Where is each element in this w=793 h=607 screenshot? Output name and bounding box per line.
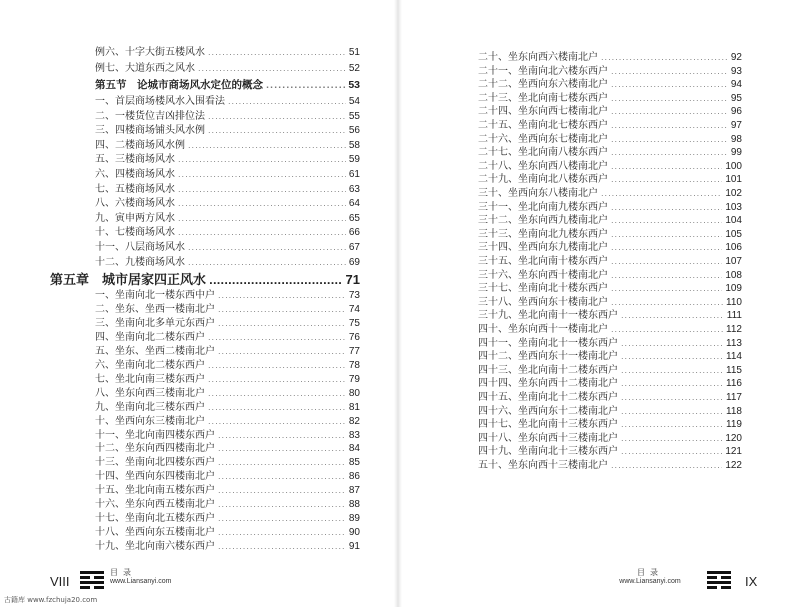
- dot-leader: [188, 139, 346, 152]
- toc-entry-title: 二十五、坐南向北七楼东西户: [478, 120, 608, 131]
- toc-entry[interactable]: [95, 168, 360, 181]
- toc-entry[interactable]: [478, 269, 742, 282]
- dot-leader: [218, 442, 346, 455]
- dot-leader: [621, 445, 722, 458]
- toc-entry-title: 三十八、坐西向东十楼南北户: [478, 296, 608, 308]
- toc-entry[interactable]: [95, 415, 360, 428]
- toc-entry[interactable]: [95, 124, 360, 137]
- toc-entry[interactable]: [95, 470, 360, 483]
- toc-entry-title: 四十八、坐东向西十三楼南北户: [478, 432, 618, 444]
- toc-entry-title: 十三、坐南向北四楼东西户: [95, 457, 215, 469]
- toc-entry-title: 三十六、坐东向西十楼南北户: [478, 269, 608, 281]
- toc-entry-title: 三十、坐西向东八楼南北户: [478, 188, 598, 199]
- dot-leader: [218, 456, 346, 469]
- toc-page-number: 122: [725, 460, 742, 471]
- toc-entry[interactable]: [95, 387, 360, 400]
- toc-entry[interactable]: [95, 345, 360, 358]
- toc-entry-title: 十七、坐南向北五楼东西户: [95, 513, 215, 525]
- toc-entry-title: 第五节 论城市商场风水定位的概念: [95, 79, 263, 91]
- toc-entry-title: 二十一、坐南向北六楼东西户: [478, 65, 608, 77]
- right-page: [400, 0, 793, 607]
- toc-entry-title: 一、坐南向北一楼东西中户: [95, 290, 215, 301]
- toc-page-number: 79: [348, 373, 360, 385]
- dot-leader: [611, 133, 728, 146]
- toc-page-number: 82: [348, 415, 360, 427]
- dot-leader: [218, 429, 346, 442]
- dot-leader: [178, 226, 346, 239]
- toc-chapter-heading[interactable]: [50, 271, 360, 288]
- dot-leader: [218, 470, 346, 483]
- dot-leader: [611, 269, 722, 282]
- toc-entry-title: 三十九、坐北向南十一楼东西户: [478, 310, 618, 322]
- dot-leader: [198, 62, 346, 75]
- toc-entry-title: 二十二、坐西向东六楼南北户: [478, 79, 608, 91]
- toc-page-number: 64: [348, 198, 360, 210]
- toc-entry-title: 十五、坐北向南五楼东西户: [95, 485, 215, 497]
- toc-page-number: 61: [348, 169, 360, 180]
- toc-entry-title: 四十三、坐北向南十二楼东西户: [478, 364, 618, 376]
- toc-page-number: 118: [726, 405, 742, 417]
- dot-leader: [611, 459, 722, 472]
- dot-leader: [188, 256, 346, 269]
- toc-entry[interactable]: [478, 173, 742, 186]
- dot-leader: [208, 124, 346, 137]
- dot-leader: [611, 282, 722, 295]
- toc-entry-title: 十六、坐东向西五楼南北户: [95, 499, 215, 511]
- toc-entry-title: 三十二、坐东向西九楼南北户: [478, 215, 608, 227]
- toc-page-number: 99: [730, 147, 742, 159]
- toc-page-number: 114: [726, 351, 742, 363]
- toc-entry-title: 八、六楼商场风水: [95, 198, 175, 210]
- toc-page-number: 119: [726, 419, 742, 431]
- toc-page-number: 96: [730, 106, 742, 118]
- toc-entry[interactable]: [95, 256, 360, 269]
- toc-entry-title: 四十、坐东向西十一楼南北户: [478, 324, 608, 335]
- dot-leader: [208, 46, 346, 59]
- dot-leader: [621, 364, 723, 377]
- toc-entry-title: 九、寅申两方风水: [95, 212, 175, 224]
- toc-page-number: 51: [348, 47, 360, 58]
- toc-entry-title: 四十二、坐西向东十一楼南北户: [478, 351, 618, 363]
- toc-entry-title: 四十四、坐东向西十二楼南北户: [478, 378, 618, 390]
- toc-entry[interactable]: [95, 303, 360, 316]
- toc-entry[interactable]: [95, 289, 360, 302]
- toc-entry-title: 十四、坐西向东四楼南北户: [95, 471, 215, 483]
- dot-leader: [611, 201, 722, 214]
- toc-entry[interactable]: [478, 187, 742, 200]
- toc-entry[interactable]: [95, 153, 360, 166]
- toc-entry-title: 例七、大道东西之风水: [95, 63, 195, 74]
- toc-entry[interactable]: [478, 51, 742, 64]
- toc-entry-title: 一、首层商场楼风水入围看法: [95, 96, 225, 107]
- footer-label: 目录: [637, 568, 663, 577]
- toc-entry[interactable]: [95, 484, 360, 497]
- toc-page-number: 84: [348, 443, 360, 455]
- toc-entry[interactable]: [95, 442, 360, 455]
- toc-entry-title: 四、坐南向北二楼东西户: [95, 331, 205, 343]
- toc-page-number: 101: [725, 174, 742, 186]
- toc-entry[interactable]: [95, 331, 360, 344]
- toc-entry-title: 三十七、坐南向北十楼东西户: [478, 283, 608, 295]
- toc-entry[interactable]: [95, 139, 360, 152]
- toc-entry-title: 二十四、坐东向西七楼南北户: [478, 106, 608, 118]
- dot-leader: [611, 146, 728, 159]
- toc-page-number: 80: [348, 387, 360, 399]
- toc-entry-title: 十、坐西向东三楼南北户: [95, 415, 205, 427]
- toc-entry-title: 九、坐南向北三楼东西户: [95, 401, 205, 413]
- toc-page-number: 105: [725, 228, 742, 240]
- dot-leader: [228, 95, 346, 108]
- toc-entry[interactable]: [478, 65, 742, 78]
- toc-entry-title: 四十六、坐西向东十二楼南北户: [478, 405, 618, 417]
- toc-entry-title: 七、坐北向南三楼东西户: [95, 373, 205, 385]
- toc-entry[interactable]: [478, 323, 742, 336]
- toc-page-number: 59: [348, 154, 360, 166]
- dot-leader: [218, 526, 346, 539]
- dot-leader: [601, 51, 728, 64]
- toc-page-number: 97: [730, 120, 742, 131]
- toc-entry-title: 十九、坐北向南六楼东西户: [95, 541, 215, 553]
- toc-entry[interactable]: [478, 405, 742, 418]
- toc-entry[interactable]: [95, 212, 360, 225]
- dot-leader: [178, 212, 346, 225]
- toc-entry[interactable]: [478, 146, 742, 159]
- toc-entry[interactable]: [95, 317, 360, 330]
- dot-leader: [621, 350, 723, 363]
- dot-leader: [621, 391, 723, 404]
- toc-entry-title: 二十三、坐北向南七楼东西户: [478, 92, 608, 104]
- toc-page-number: 94: [730, 79, 742, 91]
- footer-label: 目录: [110, 568, 136, 577]
- toc-entry[interactable]: [478, 105, 742, 118]
- toc-entry[interactable]: [478, 201, 742, 214]
- toc-page-number: 102: [725, 188, 742, 199]
- toc-entry-title: 二十六、坐西向东七楼南北户: [478, 133, 608, 145]
- toc-page-number: 113: [726, 337, 742, 349]
- toc-entry[interactable]: [478, 391, 742, 404]
- toc-section-heading[interactable]: [95, 79, 360, 92]
- dot-leader: [188, 241, 346, 254]
- toc-entry-title: 七、五楼商场风水: [95, 183, 175, 195]
- dot-leader: [611, 214, 722, 227]
- toc-entry-title: 二、坐东、坐西一楼南北户: [95, 303, 215, 315]
- toc-entry[interactable]: [95, 456, 360, 469]
- toc-page-number: 53: [348, 79, 360, 91]
- toc-page-number: 90: [348, 527, 360, 539]
- toc-page-number: 108: [725, 269, 742, 281]
- toc-entry[interactable]: [478, 241, 742, 254]
- toc-page-number: 77: [348, 345, 360, 357]
- toc-page-number: 63: [348, 183, 360, 195]
- dot-leader: [209, 273, 343, 290]
- toc-entry-title: 五、坐东、坐西二楼南北户: [95, 345, 215, 357]
- toc-entry-title: 十一、八层商场风水: [95, 242, 185, 253]
- toc-entry[interactable]: [95, 197, 360, 210]
- toc-entry[interactable]: [478, 133, 742, 146]
- toc-page-number: 56: [348, 125, 360, 137]
- dot-leader: [601, 187, 722, 200]
- toc-page-number: 66: [348, 227, 360, 239]
- toc-entry[interactable]: [478, 296, 742, 309]
- toc-entry-title: 十八、坐西向东五楼南北户: [95, 527, 215, 539]
- toc-entry[interactable]: [95, 241, 360, 254]
- dot-leader: [621, 432, 722, 445]
- dot-leader: [208, 415, 346, 428]
- toc-entry[interactable]: [95, 110, 360, 123]
- toc-page-number: 52: [348, 63, 360, 74]
- toc-entry-title: 十、七楼商场风水: [95, 227, 175, 239]
- dot-leader: [218, 303, 346, 316]
- dot-leader: [611, 228, 722, 241]
- toc-page-number: 78: [348, 359, 360, 371]
- toc-page-number: 103: [725, 201, 742, 213]
- toc-entry[interactable]: [478, 377, 742, 390]
- watermark: 古籍库 www.fzchuja20.com: [4, 596, 98, 604]
- footer-url: www.Liansanyi.com: [619, 578, 681, 585]
- toc-entry[interactable]: [478, 92, 742, 105]
- toc-page-number: 55: [348, 110, 360, 122]
- dot-leader: [611, 92, 728, 105]
- dot-leader: [218, 289, 346, 302]
- toc-page-number: 109: [725, 283, 742, 295]
- dot-leader: [621, 337, 723, 350]
- toc-entry-title: 三、坐南向北多单元东西户: [95, 317, 215, 329]
- toc-page-number: 71: [345, 272, 360, 287]
- dot-leader: [611, 119, 728, 132]
- toc-entry[interactable]: [478, 350, 742, 363]
- toc-page-number: 92: [730, 52, 742, 63]
- dot-leader: [208, 110, 346, 123]
- dot-leader: [611, 160, 722, 173]
- dot-leader: [621, 377, 723, 390]
- dot-leader: [178, 183, 346, 196]
- dot-leader: [208, 387, 346, 400]
- toc-entry-title: 四十五、坐南向北十二楼东西户: [478, 392, 618, 403]
- toc-entry-title: 四十七、坐北向南十三楼东西户: [478, 419, 618, 431]
- toc-entry[interactable]: [478, 459, 742, 472]
- toc-page-number: 58: [348, 139, 360, 151]
- dot-leader: [218, 317, 346, 330]
- toc-entry[interactable]: [95, 429, 360, 442]
- toc-page-number: 91: [348, 541, 360, 553]
- toc-page-number: 74: [348, 303, 360, 315]
- toc-entry[interactable]: [95, 401, 360, 414]
- toc-page-number: 54: [348, 96, 360, 107]
- left-page: [0, 0, 396, 607]
- toc-entry-title: 第五章 城市居家四正风水: [50, 273, 207, 288]
- toc-page-number: 85: [348, 457, 360, 469]
- toc-page-number: 81: [348, 401, 360, 413]
- folio-number: IX: [745, 574, 758, 589]
- dot-leader: [611, 78, 728, 91]
- toc-entry[interactable]: [478, 432, 742, 445]
- toc-page-number: 95: [730, 92, 742, 104]
- dot-leader: [208, 373, 346, 386]
- dot-leader: [218, 498, 346, 511]
- toc-page-number: 107: [725, 256, 742, 267]
- toc-entry-title: 例六、十字大街五楼风水: [95, 47, 205, 58]
- toc-entry-title: 三十五、坐北向南十楼东西户: [478, 256, 608, 267]
- toc-entry[interactable]: [95, 62, 360, 75]
- dot-leader: [611, 105, 728, 118]
- toc-entry[interactable]: [478, 78, 742, 91]
- toc-page-number: 117: [726, 392, 742, 403]
- toc-page-number: 65: [348, 212, 360, 224]
- toc-page-number: 75: [348, 317, 360, 329]
- dot-leader: [218, 345, 346, 358]
- toc-entry-title: 二十、坐东向西六楼南北户: [478, 52, 598, 63]
- dot-leader: [178, 197, 346, 210]
- footer-url: www.Liansanyi.com: [110, 578, 172, 585]
- toc-entry[interactable]: [478, 418, 742, 431]
- toc-page-number: 115: [726, 364, 742, 376]
- dot-leader: [218, 484, 346, 497]
- dot-leader: [208, 359, 346, 372]
- dot-leader: [178, 153, 346, 166]
- toc-entry-title: 三十三、坐南向北九楼东西户: [478, 228, 608, 240]
- toc-entry-title: 二十七、坐北向南八楼东西户: [478, 147, 608, 159]
- toc-entry-title: 四十一、坐南向北十一楼东西户: [478, 337, 618, 349]
- toc-entry-title: 十一、坐北向南四楼东西户: [95, 429, 215, 441]
- toc-page-number: 67: [348, 242, 360, 253]
- toc-entry-title: 二、一楼货位吉凶排位法: [95, 110, 205, 122]
- toc-page-number: 120: [725, 432, 742, 444]
- dot-leader: [621, 309, 724, 322]
- toc-entry[interactable]: [478, 337, 742, 350]
- toc-entry-title: 五十、坐东向西十三楼南北户: [478, 460, 608, 471]
- toc-page-number: 110: [726, 296, 742, 308]
- folio-number: VIII: [50, 574, 70, 589]
- toc-page-number: 116: [726, 378, 742, 390]
- toc-entry-title: 六、四楼商场风水: [95, 169, 175, 180]
- toc-page-number: 88: [348, 499, 360, 511]
- toc-entry[interactable]: [95, 183, 360, 196]
- toc-entry[interactable]: [95, 498, 360, 511]
- toc-page-number: 106: [725, 242, 742, 254]
- toc-entry-title: 三、四楼商场铺头风水例: [95, 125, 205, 137]
- toc-entry-title: 二十九、坐南向北八楼东西户: [478, 174, 608, 186]
- dot-leader: [611, 65, 728, 78]
- toc-page-number: 76: [348, 331, 360, 343]
- toc-entry[interactable]: [478, 364, 742, 377]
- toc-entry-title: 五、三楼商场风水: [95, 154, 175, 166]
- toc-page-number: 89: [348, 513, 360, 525]
- toc-entry-title: 八、坐东向西三楼南北户: [95, 387, 205, 399]
- toc-entry-title: 六、坐南向北二楼东西户: [95, 359, 205, 371]
- dot-leader: [218, 512, 346, 525]
- dot-leader: [208, 401, 346, 414]
- toc-page-number: 111: [726, 310, 742, 322]
- toc-page-number: 100: [725, 160, 742, 172]
- hexagram-logo-icon: [78, 570, 106, 590]
- toc-entry-title: 四十九、坐南向北十三楼东西户: [478, 446, 618, 458]
- toc-entry[interactable]: [95, 512, 360, 525]
- toc-page-number: 87: [348, 485, 360, 497]
- toc-entry-title: 二十八、坐东向西八楼南北户: [478, 160, 608, 172]
- hexagram-logo-icon: [705, 570, 733, 590]
- toc-entry-title: 十二、九楼商场风水: [95, 256, 185, 268]
- toc-entry[interactable]: [95, 540, 360, 553]
- toc-page-number: 73: [348, 290, 360, 301]
- toc-entry[interactable]: [478, 309, 742, 322]
- dot-leader: [266, 79, 345, 92]
- dot-leader: [611, 173, 722, 186]
- toc-entry[interactable]: [95, 226, 360, 239]
- toc-entry[interactable]: [95, 46, 360, 59]
- toc-entry-title: 四、二楼商场风水例: [95, 139, 185, 151]
- dot-leader: [208, 331, 346, 344]
- toc-entry[interactable]: [95, 359, 360, 372]
- toc-entry[interactable]: [95, 95, 360, 108]
- toc-page-number: 69: [348, 256, 360, 268]
- dot-leader: [621, 418, 723, 431]
- toc-entry[interactable]: [95, 373, 360, 386]
- toc-entry[interactable]: [478, 282, 742, 295]
- toc-page-number: 93: [730, 65, 742, 77]
- toc-entry[interactable]: [478, 445, 742, 458]
- toc-entry-title: 三十一、坐北向南九楼东西户: [478, 201, 608, 213]
- toc-entry[interactable]: [478, 255, 742, 268]
- dot-leader: [611, 296, 723, 309]
- toc-entry[interactable]: [478, 119, 742, 132]
- toc-entry[interactable]: [478, 214, 742, 227]
- toc-page-number: 104: [725, 215, 742, 227]
- toc-page-number: 112: [726, 324, 742, 335]
- toc-entry-title: 三十四、坐西向东九楼南北户: [478, 242, 608, 254]
- toc-page-number: 98: [730, 133, 742, 145]
- toc-entry[interactable]: [478, 228, 742, 241]
- dot-leader: [611, 255, 722, 268]
- dot-leader: [178, 168, 346, 181]
- toc-entry-title: 十二、坐东向西四楼南北户: [95, 443, 215, 455]
- toc-page-number: 83: [348, 429, 360, 441]
- dot-leader: [611, 323, 723, 336]
- toc-page-number: 86: [348, 471, 360, 483]
- toc-entry[interactable]: [95, 526, 360, 539]
- toc-page-number: 121: [725, 446, 742, 458]
- dot-leader: [218, 540, 346, 553]
- dot-leader: [621, 405, 723, 418]
- toc-entry[interactable]: [478, 160, 742, 173]
- dot-leader: [611, 241, 722, 254]
